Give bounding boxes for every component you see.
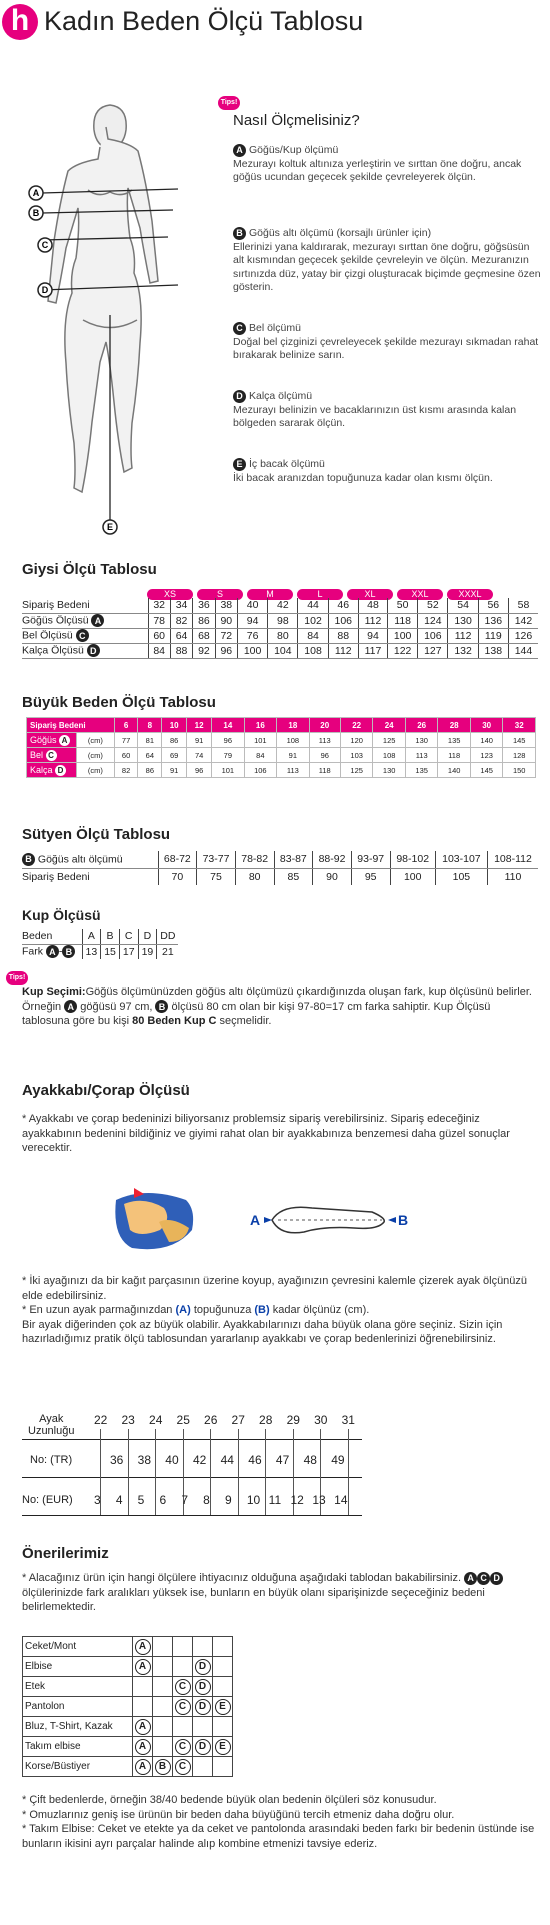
ruler-tick — [210, 1429, 211, 1515]
ruler-cm-value: 24 — [149, 1413, 163, 1427]
recommend-table — [22, 1636, 233, 1777]
foot-label-a: A — [250, 1212, 261, 1228]
measure-item-heading: Göğüs/Kup ölçümü — [249, 144, 339, 156]
size-pill: S — [197, 589, 243, 600]
measure-item-body: Ellerinizi yana kaldırarak, mezurayı sırttan öne doğru, göğsüsün alt kısmından geçecek şekilde çevreleyin ve ölçün. Mezuranızın sırtınızda düz, yatay bir çizgi oluşturacak biçimde geçmesine özen gösterin. — [233, 240, 541, 293]
ruler-eur-value: 4 — [115, 1493, 123, 1507]
letter-d-badge: D — [195, 1739, 211, 1755]
brand-logo: h — [2, 4, 38, 40]
ruler-cm-value: 22 — [94, 1413, 108, 1427]
table-row: Takım elbise A C D E — [23, 1737, 233, 1757]
measure-item-d — [233, 390, 543, 431]
letter-a-badge: A — [59, 735, 70, 746]
body-figure-illustration — [28, 85, 193, 535]
letter-e-badge: E — [215, 1699, 231, 1715]
letter-d-badge: D — [233, 390, 246, 403]
ruler-tick — [265, 1429, 266, 1515]
table-row: Etek C D — [23, 1677, 233, 1697]
ruler-tr-value: 47 — [275, 1453, 290, 1467]
ruler-cm-value: 31 — [341, 1413, 355, 1427]
cup-selection-note: Kup Seçimi:Göğüs ölçümünüzden göğüs altı ölçümüzü çıkardığınızda oluşan fark, kup ölçüsünü belirler. Örneğin A göğüsü 97 cm, B ölçüsü 80 cm olan bir kişi 97-80=17 cm farka sahiptir. Kup Ölçüsü tablosuna göre bu kişi 80 Beden Kup C seçmelidir. — [22, 986, 532, 1027]
letter-a-badge: A — [233, 144, 246, 157]
foot-label-b: B — [398, 1212, 409, 1228]
letter-c-badge: C — [175, 1679, 191, 1695]
letter-b-badge: B — [155, 1000, 168, 1013]
bra-size-table — [22, 851, 538, 885]
measure-item-e — [233, 458, 543, 485]
figure-label-c: C — [41, 240, 49, 250]
ruler-eur-value: 13 — [312, 1493, 326, 1507]
size-pill: XL — [347, 589, 393, 600]
measure-item-body: Mezurayı koltuk altınıza yerleştirin ve sırttan öne doğru, ancak göğüs ucundan geçecek şekilde çevreleyerek ölçün. — [233, 157, 522, 183]
ruler-eur-value: 11 — [268, 1493, 282, 1507]
recommend-section-title: Önerilerimiz — [22, 1545, 109, 1562]
ruler-tr-value: 46 — [248, 1453, 262, 1467]
table-row: Bel C (cm) 60 64 69 74 79 84 91 96 103 108 113 118 123 128 — [27, 748, 536, 763]
ruler-eur-value: 9 — [225, 1493, 232, 1507]
ruler-eur-value: 10 — [246, 1493, 261, 1507]
ruler-tr-value: 48 — [303, 1453, 317, 1467]
ruler-cm-value: 25 — [176, 1413, 190, 1427]
measure-item-body: Mezurayı belinizin ve bacaklarınızın üst kısmı arasında kalan bölgeden sararak ölçün. — [233, 403, 517, 429]
letter-d-badge: D — [55, 765, 66, 776]
measure-item-c — [233, 322, 543, 363]
letter-a-badge: A — [464, 1572, 477, 1585]
ruler-cm-value: 29 — [286, 1413, 300, 1427]
letter-d-badge: D — [195, 1699, 211, 1715]
tips-badge: Tips! — [218, 96, 240, 110]
table-row: Beden A B C D DD — [22, 929, 178, 944]
letter-b-badge: B — [233, 227, 246, 240]
measure-item-b — [233, 227, 543, 295]
measure-item-heading: İç bacak ölçümü — [249, 458, 325, 470]
ruler-cm-value: 30 — [314, 1413, 328, 1427]
size-pill: XXL — [397, 589, 443, 600]
measure-item-body: Doğal bel çizginizi çevreleyecek şekilde mezurayı sıkmadan rahat bırakarak belinize sarın. — [233, 335, 539, 361]
table-row: Elbise A D — [23, 1657, 233, 1677]
figure-label-b: B — [32, 208, 40, 218]
recommend-intro: * Alacağınız ürün için hangi ölçülere ihtiyacınız olduğuna aşağıdaki tablodan bakabilirsiniz. A C D ölçülerinizde fark aralıkları yüksek ise, bunların en büyük olanı siparişinizde seçeceğiniz bedeni belirlemektedir. — [22, 1571, 538, 1615]
ruler-tr-value: 44 — [220, 1453, 234, 1467]
ruler-eur-value: 5 — [137, 1493, 145, 1507]
page-title: Kadın Beden Ölçü Tablosu — [44, 6, 364, 36]
table-row: Fark A - B 13 15 17 19 21 — [22, 944, 178, 959]
letter-d-badge: D — [195, 1679, 211, 1695]
table-row: Sipariş Bedeni 6 8 10 12 14 16 18 20 22 24 26 28 30 32 — [27, 718, 536, 733]
letter-a-badge: A — [135, 1639, 151, 1655]
letter-c-badge: C — [76, 629, 89, 642]
letter-d-badge: D — [490, 1572, 503, 1585]
measure-section-title: Nasıl Ölçmelisiniz? — [233, 112, 360, 129]
measure-item-body: İki bacak aranızdan topuğunuza kadar olan kısmı ölçün. — [233, 471, 493, 484]
foot-length-diagram — [250, 1195, 410, 1245]
ruler-tr-value: 40 — [165, 1453, 179, 1467]
foot-measure-photo — [104, 1182, 204, 1257]
figure-label-a: A — [32, 188, 40, 198]
table-row: Kalça D (cm) 82 86 91 96 101 106 113 118 125 130 135 140 145 150 — [27, 763, 536, 778]
shoe-intro-text: * Ayakkabı ve çorap bedeninizi biliyorsanız problemsiz sipariş verebilirsiniz. Sipariş edeceğiniz ayakkabının bedenini bildiğiniz ve giyimi rahat olan bir ayakkabınıza benzemesi daha güzel sonuçlar verecektir. — [22, 1113, 510, 1154]
ruler-tick — [238, 1429, 239, 1515]
shoe-instructions: * İki ayağınızı da bir kağıt parçasının üzerine koyup, ayağınızın çevresini kalemle çizerek ayak ölçünüzü elde edebilirsiniz. * En uzun ayak parmağınızdan (A) topuğunuza (B) kadar ölçünüz (cm). Bir ayak diğerinden çok az büyük olabilir. Ayakkabılarınızı daha büyük olana göre seçiniz. Sizin için hazırladığımız pratik ölçü tablosundan yararlanıp ayakkabı ve çorap bedenlerinizi öğrenebilirsiniz. — [22, 1275, 528, 1345]
size-pill: XS — [147, 589, 193, 600]
letter-a-badge: A — [135, 1719, 151, 1735]
table-row: Korse/Büstiyer A B C — [23, 1757, 233, 1777]
letter-a-badge: A — [46, 945, 59, 958]
table-row: B Göğüs altı ölçümü 68-72 73-77 78-82 83-87 88-92 93-97 98-102 103-107 108-112 — [22, 851, 538, 868]
table-row: Sipariş Bedeni 70 75 80 85 90 95 100 105 110 — [22, 868, 538, 885]
ruler-eur-value: 7 — [181, 1493, 189, 1507]
big-size-table — [26, 717, 536, 778]
shoe-size-ruler: Ayak Uzunluğu 22 23 24 25 26 27 28 29 30 31 36 38 40 42 44 46 47 48 49 3 4 5 6 7 8 9 10 11 12 13 14 No: (TR) No: (EUR) — [22, 1405, 372, 1520]
ruler-eur-value: 12 — [290, 1493, 304, 1507]
ruler-tick — [155, 1429, 156, 1515]
letter-a-badge: A — [135, 1659, 151, 1675]
ruler-tr-value: 49 — [331, 1453, 345, 1467]
letter-c-badge: C — [175, 1759, 191, 1775]
ruler-cm-value: 26 — [204, 1413, 218, 1427]
size-pill: M — [247, 589, 293, 600]
ruler-cm-value: 27 — [231, 1413, 245, 1427]
table-row: Göğüs A (cm) 77 81 86 91 96 101 108 113 120 125 130 135 140 145 — [27, 733, 536, 748]
letter-e-badge: E — [233, 458, 246, 471]
letter-b-badge: B — [62, 945, 75, 958]
cup-section-title: Kup Ölçüsü — [22, 907, 101, 923]
clothing-section-title: Giysi Ölçü Tablosu — [22, 561, 157, 578]
ruler-eur-value: 8 — [203, 1493, 210, 1507]
letter-a-badge: A — [91, 614, 104, 627]
measure-item-heading: Göğüs altı ölçümü (korsajlı ürünler için) — [249, 227, 432, 239]
table-row: Ceket/Mont A — [23, 1637, 233, 1657]
measure-item-a — [233, 144, 543, 185]
ruler-cm-value: 23 — [121, 1413, 135, 1427]
ruler-eur-value: 3 — [94, 1493, 101, 1507]
table-row: Kalça Ölçüsü D 84 88 92 96 100 104 108 112 117 122 127 132 138 144 — [22, 643, 538, 658]
ruler-tr-value: 36 — [110, 1453, 124, 1467]
recommend-notes: * Çift bedenlerde, örneğin 38/40 bedende büyük olan bedenin ölçüleri söz konusudur. * Omuzlarınız geniş ise ürünün bir beden daha büyüğünü tercih etmeniz daha doğru olur. * Takım Elbise: Ceket ve etekte ya da ceket ve pantolonda arasındaki beden farkı bir bedenin üstünde ise bunların ikisini ayrı parçalar halinde alıp kombine etmenizi tavsiye ederiz. — [22, 1794, 535, 1850]
table-row: Pantolon C D E — [23, 1697, 233, 1717]
letter-c-badge: C — [46, 750, 57, 761]
measure-item-heading: Kalça ölçümü — [249, 390, 313, 402]
bra-section-title: Sütyen Ölçü Tablosu — [22, 826, 171, 843]
ruler-tr-value: 42 — [192, 1453, 207, 1467]
cup-size-table — [22, 929, 178, 959]
letter-b-badge: B — [22, 853, 35, 866]
ruler-eur-value: 6 — [159, 1493, 167, 1507]
ruler-cm-label: Ayak Uzunluğu — [28, 1413, 75, 1437]
letter-c-badge: C — [477, 1572, 490, 1585]
ruler-cm-value: 28 — [259, 1413, 273, 1427]
tips-badge: Tips! — [6, 971, 28, 985]
measure-item-heading: Bel ölçümü — [249, 322, 301, 334]
figure-label-d: D — [41, 285, 49, 295]
shoe-section-title: Ayakkabı/Çorap Ölçüsü — [22, 1082, 190, 1099]
figure-label-e: E — [106, 522, 114, 532]
ruler-tr-value: 38 — [137, 1453, 151, 1467]
letter-a-badge: A — [135, 1759, 151, 1775]
ruler-tick — [128, 1429, 129, 1515]
big-size-section-title: Büyük Beden Ölçü Tablosu — [22, 694, 216, 711]
letter-c-badge: C — [175, 1699, 191, 1715]
table-row: Bluz, T-Shirt, Kazak A — [23, 1717, 233, 1737]
table-row: Bel Ölçüsü C 60 64 68 72 76 80 84 88 94 100 106 112 119 126 — [22, 628, 538, 643]
letter-c-badge: C — [233, 322, 246, 335]
letter-a-badge: A — [135, 1739, 151, 1755]
letter-d-badge: D — [87, 644, 100, 657]
letter-e-badge: E — [215, 1739, 231, 1755]
table-row: Göğüs Ölçüsü A 78 82 86 90 94 98 102 106 112 118 124 130 136 142 — [22, 613, 538, 628]
size-pill: L — [297, 589, 343, 600]
table-row: Sipariş Bedeni 32 34 36 38 40 42 44 46 48 50 52 54 56 58 — [22, 598, 538, 613]
letter-c-badge: C — [175, 1739, 191, 1755]
letter-d-badge: D — [195, 1659, 211, 1675]
letter-b-badge: B — [155, 1759, 171, 1775]
letter-a-badge: A — [64, 1000, 77, 1013]
ruler-eur-value: 14 — [334, 1493, 348, 1507]
size-pill: XXXL — [447, 589, 493, 600]
clothing-size-table — [22, 598, 538, 659]
